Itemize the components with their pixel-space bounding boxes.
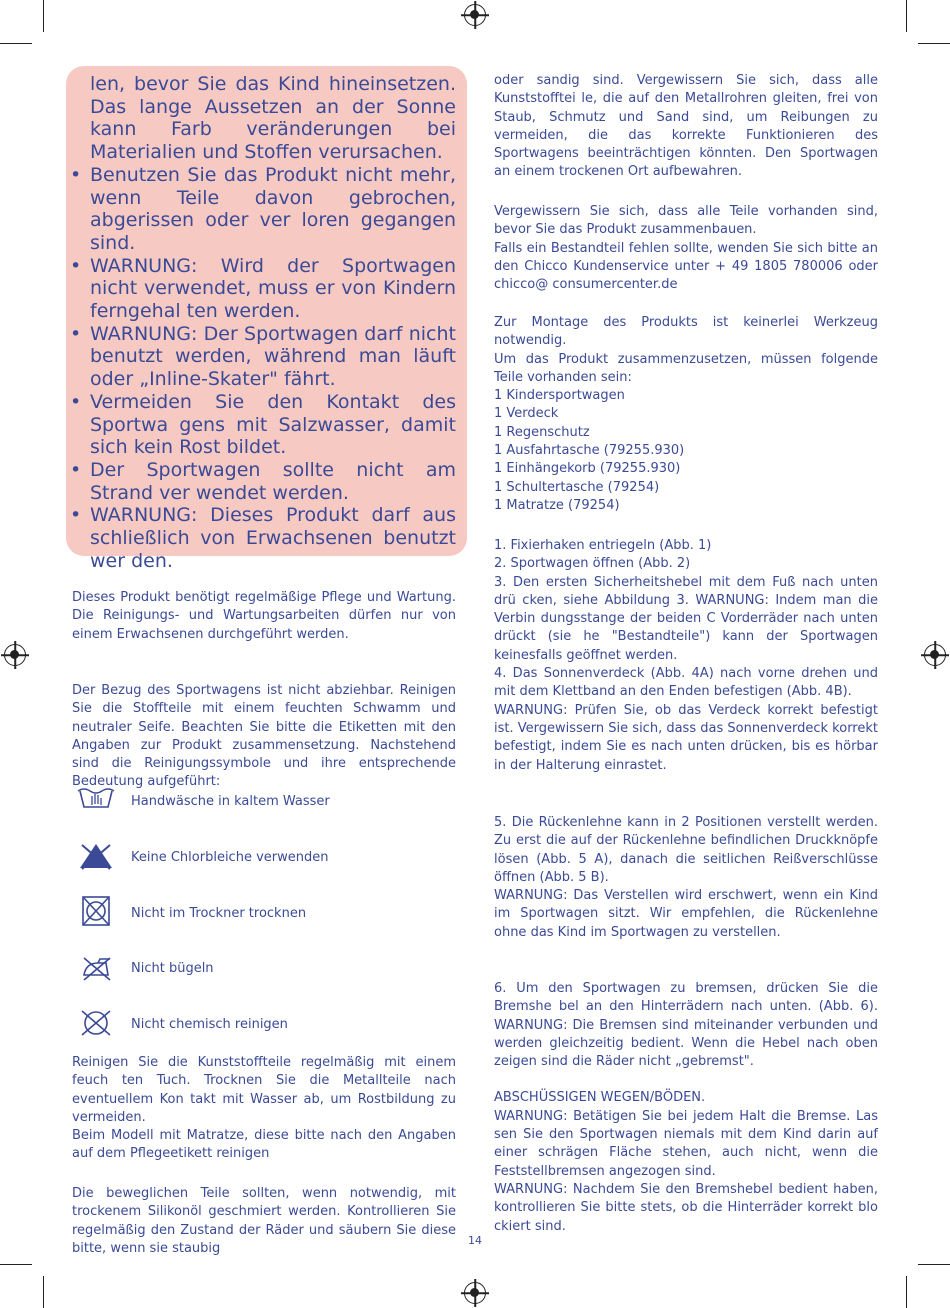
registration-mark-icon xyxy=(464,1282,486,1304)
step: WARNUNG: Prüfen Sie, ob das Verdeck korrekt befestigt ist. Vergewissern Sie sich, dass das Sonnenverdeck korrekt befestigt, indem Sie es nach unten drücken, bis es hörbar in der Halterung einrastet. xyxy=(494,702,878,773)
warning-list xyxy=(70,73,456,572)
continuation-text: oder sandig sind. Vergewissern Sie sich, dass alle Kunststofftei le, die auf den Metallrohren gleiten, frei von Staub, Schmutz und Sand sind, um Reibungen zu vermeiden, die das korrekte Funktionieren des Sportwagens beeinträchtigen könnten. Den Sportwagen an einem trockenen Ort aufbewahren. xyxy=(494,73,878,180)
care-intro: Dieses Produkt benötigt regelmäßige Pflege und Wartung. Die Reinigungs- und Wartungsarbeiten dürfen nur von einem Erwachsenen durchgeführt werden. xyxy=(72,590,456,642)
step: 3. Den ersten Sicherheitshebel mit dem Fuß nach unten drü cken, siehe Abbildung 3. WARNUNG: Indem man die Verbin dungsstange der beiden C Vorderräder nach unten drückt (sie he "Bestandteile") kann der Sportwagen keinesfalls geöffnet werden. xyxy=(494,574,878,663)
list-item: 1 Regenschutz xyxy=(494,424,590,440)
cleaning-text: Der Bezug des Sportwagens ist nicht abziehbar. Reinigen Sie die Stoffteile mit einem feuchten Schwamm und neutraler Seife. Beachten Sie bitte die Etiketten mit den Angaben zur Produkt zusammensetzung. Nachstehend sind die Reinigungssymbole und ihre entsprechende Bedeutung aufgeführt: xyxy=(72,683,456,790)
parts-check: Vergewissern Sie sich, dass alle Teile vorhanden sind, bevor Sie das Produkt zusammenbauen. Falls ein Bestandteil fehlen sollte, wenden Sie sich bitte an den Chicco Kundenservice unter + 49 1805 780006 oder chicco@ consumercenter.de xyxy=(494,204,878,293)
list-item: 1 Verdeck xyxy=(494,406,559,422)
backrest-section: 5. Die Rückenlehne kann in 2 Positionen verstellt werden. Zu erst die auf der Rückenlehne befindlichen Druckknöpfe lösen (Abb. 5 A), danach die seitlichen Reißverschlüsse öffnen (Abb. 5 B). WARNUNG: Das Verstellen wird erschwert, wenn ein Kind im Sportwagen sitzt. Wir empfehlen, die Rückenlehne ohne das Kind im Sportwagen zu verstellen. xyxy=(494,815,878,940)
page-number: 14 xyxy=(468,1234,482,1247)
crop-mark xyxy=(43,1276,44,1308)
warning-item: • WARNUNG: Der Sportwagen darf nicht benutzt werden, während man läuft oder „Inline-Skater" fährt. xyxy=(70,323,456,391)
warning-item: len, bevor Sie das Kind hineinsetzen. Das lange Aussetzen an der Sonne kann Farb veränderungen bei Materialien und Stoffen verursachen. xyxy=(90,73,456,164)
list-item: 1 Schultertasche (79254) xyxy=(494,479,660,495)
no-bleach-label: Keine Chlorbleiche verwenden xyxy=(131,850,329,865)
crop-mark xyxy=(918,1264,950,1265)
hand-wash-icon xyxy=(76,785,116,815)
no-tumble-dry-icon xyxy=(76,896,116,926)
list-item: 1 Ausfahrtasche (79255.930) xyxy=(494,443,685,459)
slopes-title: ABSCHÜSSIGEN WEGEN/BÖDEN. xyxy=(494,1090,706,1106)
list-item: 1 Matratze (79254) xyxy=(494,497,620,513)
no-iron-label: Nicht bügeln xyxy=(131,961,214,976)
warning-item: • WARNUNG: Wird der Sportwagen nicht verwendet, muss er von Kindern ferngehal ten werden. xyxy=(70,255,456,323)
no-iron-icon xyxy=(76,953,116,983)
step: 4. Das Sonnenverdeck (Abb. 4A) nach vorne drehen und mit dem Klettband an den Enden befestigen (Abb. 4B). xyxy=(494,666,878,700)
crop-mark xyxy=(0,1264,32,1265)
crop-mark xyxy=(0,43,32,44)
assembly-steps xyxy=(494,537,878,775)
list-item: 1 Kindersportwagen xyxy=(494,388,625,404)
registration-mark-icon xyxy=(4,644,26,666)
moving-parts: Die beweglichen Teile sollten, wenn notwendig, mit trockenem Silikonöl geschmiert werden. Kontrollieren Sie regelmäßig den Zustand der Räder und säubern Sie diese bitte, wenn sie staubig xyxy=(72,1186,456,1256)
crop-mark xyxy=(918,43,950,44)
warning-item: • WARNUNG: Dieses Produkt darf aus schließlich von Erwachsenen benutzt wer den. xyxy=(70,504,456,572)
no-dry-clean-label: Nicht chemisch reinigen xyxy=(131,1017,288,1032)
plastic-cleaning: Reinigen Sie die Kunststoffteile regelmäßig mit einem feuch ten Tuch. Trocknen Sie die Metallteile nach eventuellem Kon takt mit Wasser ab, um Rostbildung zu vermeiden. Beim Modell mit Matratze, diese bitte nach den Angaben auf dem Pflegeetikett reinigen xyxy=(72,1055,456,1162)
no-bleach-icon xyxy=(76,841,116,871)
no-tumble-dry-label: Nicht im Trockner trocknen xyxy=(131,906,307,921)
registration-mark-icon xyxy=(464,4,486,26)
parts-section: Zur Montage des Produkts ist keinerlei Werkzeug notwendig. Um das Produkt zusammenzusetzen, müssen folgende Teile vorhanden sein: 1 Kindersportwagen 1 Verdeck 1 Regenschutz 1 Ausfahrtasche (79255.930) 1 Einhängekorb (79255.930) 1 Schultertasche (79254) 1 Matratze (79254) xyxy=(494,314,878,515)
no-dry-clean-icon xyxy=(76,1008,116,1038)
warning-item: • Benutzen Sie das Produkt nicht mehr, wenn Teile davon gebrochen, abgerissen oder ver loren gegangen sind. xyxy=(70,164,456,255)
step: 1. Fixierhaken entriegeln (Abb. 1) xyxy=(494,538,712,553)
registration-mark-icon xyxy=(924,644,946,666)
warning-item: • Der Sportwagen sollte nicht am Strand ver wendet werden. xyxy=(70,459,456,504)
crop-mark xyxy=(906,0,907,32)
list-item: 1 Einhängekorb (79255.930) xyxy=(494,461,681,477)
warning-item: • Vermeiden Sie den Kontakt des Sportwa gens mit Salzwasser, damit sich kein Rost bildet. xyxy=(70,391,456,459)
crop-mark xyxy=(906,1276,907,1308)
step: 2. Sportwagen öffnen (Abb. 2) xyxy=(494,556,691,572)
crop-mark xyxy=(43,0,44,32)
brake-section: 6. Um den Sportwagen zu bremsen, drücken Sie die Bremshe bel an den Hinterrädern nach unten. (Abb. 6). WARNUNG: Die Bremsen sind miteinander verbunden und werden gleichzeitig bedient. Wenn die Hebel nach oben zeigen sind die Räder nicht „gebremst". ABSCHÜSSIGEN WEGEN/BÖDEN. WARNUNG: Betätigen Sie bei jedem Halt die Bremse. Las sen Sie den Sportwagen niemals mit dem Kind darin auf einer schrägen Fläche stehen, auch nicht, wenn die Feststellbremsen angezogen sind. WARNUNG: Nachdem Sie den Bremshebel bedient haben, kontrollieren Sie bitte stets, ob die Hinterräder korrekt blo ckiert sind. xyxy=(494,981,878,1234)
hand-wash-label: Handwäsche in kaltem Wasser xyxy=(131,794,330,809)
